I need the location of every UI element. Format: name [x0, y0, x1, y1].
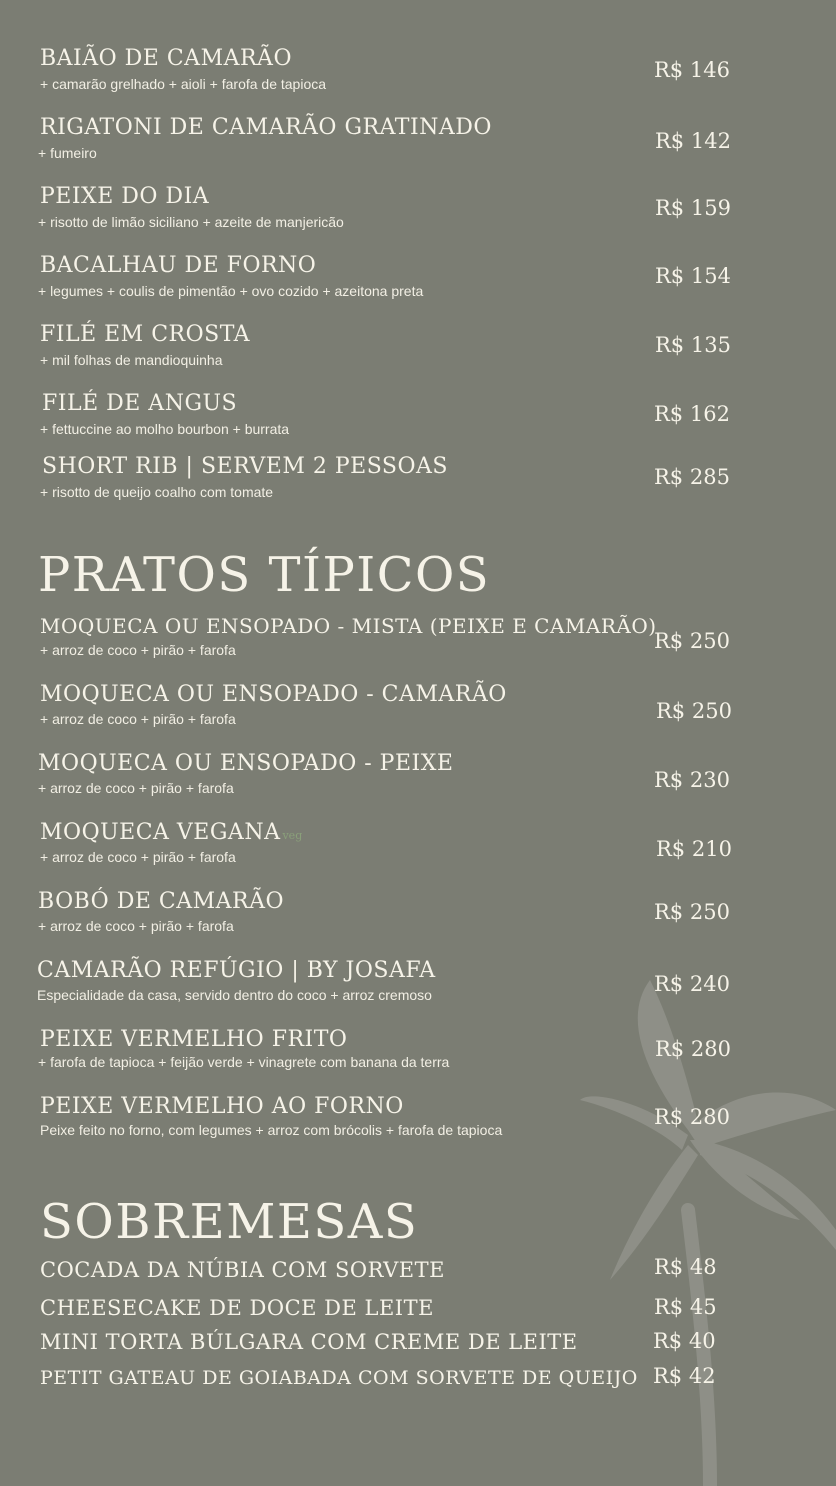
dish-name: PEIXE VERMELHO AO FORNO	[40, 1094, 404, 1119]
dish-price: R$ 280	[655, 1037, 731, 1061]
dish-price: R$ 162	[654, 402, 730, 426]
dish-price: R$ 135	[655, 333, 731, 357]
dish-name	[40, 820, 302, 849]
dish-description: + mil folhas de mandioquinha	[40, 352, 223, 368]
dish-name: SHORT RIB | SERVEM 2 PESSOAS	[42, 454, 448, 479]
dish-name: BACALHAU DE FORNO	[40, 253, 317, 278]
dish-description: + fumeiro	[38, 145, 97, 161]
dish-description: + risotto de queijo coalho com tomate	[40, 484, 274, 500]
dish-price: R$ 250	[656, 699, 732, 723]
dish-price: R$ 285	[654, 465, 730, 489]
dish-price: R$ 154	[655, 264, 731, 288]
dish-price: R$ 210	[656, 837, 732, 861]
dish-price: R$ 250	[654, 900, 730, 924]
section-title: PRATOS TÍPICOS	[38, 547, 491, 603]
dish-description: + arroz de coco + pirão + farofa	[40, 849, 236, 865]
dish-name: MOQUECA OU ENSOPADO - CAMARÃO	[40, 682, 507, 707]
dish-description: + arroz de coco + pirão + farofa	[40, 711, 236, 727]
dish-description: + fettuccine ao molho bourbon + burrata	[40, 421, 290, 437]
dessert-price: R$ 40	[653, 1329, 716, 1353]
dish-name: BOBÓ DE CAMARÃO	[38, 889, 285, 914]
dish-name: FILÉ DE ANGUS	[42, 391, 238, 416]
dessert-price: R$ 45	[654, 1295, 717, 1319]
section-title: SOBREMESAS	[40, 1194, 419, 1250]
dish-price: R$ 250	[654, 629, 730, 653]
dessert-price: R$ 42	[653, 1364, 716, 1388]
dish-price: R$ 240	[654, 972, 730, 996]
dish-description: + camarão grelhado + aioli + farofa de tapioca	[40, 76, 327, 92]
dish-price: R$ 280	[654, 1105, 730, 1129]
dish-description: Especialidade da casa, servido dentro do coco + arroz cremoso	[37, 987, 432, 1003]
dessert-name: COCADA DA NÚBIA COM SORVETE	[40, 1258, 445, 1282]
dish-name: MOQUECA OU ENSOPADO - PEIXE	[38, 751, 454, 776]
dish-name: BAIÃO DE CAMARÃO	[40, 46, 292, 71]
dish-name-text: MOQUECA VEGANA	[40, 820, 281, 845]
dish-price: R$ 142	[655, 129, 731, 153]
veg-tag: veg	[282, 829, 303, 842]
dish-description: + risotto de limão siciliano + azeite de manjericão	[38, 214, 344, 230]
dish-name: PEIXE VERMELHO FRITO	[40, 1027, 348, 1052]
dessert-name: MINI TORTA BÚLGARA COM CREME DE LEITE	[40, 1330, 578, 1354]
dish-price: R$ 230	[654, 768, 730, 792]
dish-name: MOQUECA OU ENSOPADO - MISTA (PEIXE E CAMARÃO)	[40, 614, 657, 638]
dish-name: FILÉ EM CROSTA	[40, 322, 251, 347]
dish-description: + arroz de coco + pirão + farofa	[38, 780, 234, 796]
dish-description: + legumes + coulis de pimentão + ovo cozido + azeitona preta	[38, 283, 424, 299]
dessert-name: PETIT GATEAU DE GOIABADA COM SORVETE DE QUEIJO	[40, 1367, 638, 1389]
dish-description: + farofa de tapioca + feijão verde + vinagrete com banana da terra	[38, 1054, 450, 1070]
dish-name: CAMARÃO REFÚGIO | BY JOSAFA	[37, 958, 436, 983]
dish-price: R$ 146	[654, 58, 730, 82]
dessert-name: CHEESECAKE DE DOCE DE LEITE	[40, 1296, 434, 1320]
dish-name: RIGATONI DE CAMARÃO GRATINADO	[40, 115, 492, 140]
dish-price: R$ 159	[655, 196, 731, 220]
dish-name: PEIXE DO DIA	[40, 184, 210, 209]
dessert-price: R$ 48	[654, 1255, 717, 1279]
dish-description: + arroz de coco + pirão + farofa	[40, 642, 236, 658]
dish-description: + arroz de coco + pirão + farofa	[38, 918, 234, 934]
dish-description: Peixe feito no forno, com legumes + arroz com brócolis + farofa de tapioca	[40, 1122, 503, 1138]
